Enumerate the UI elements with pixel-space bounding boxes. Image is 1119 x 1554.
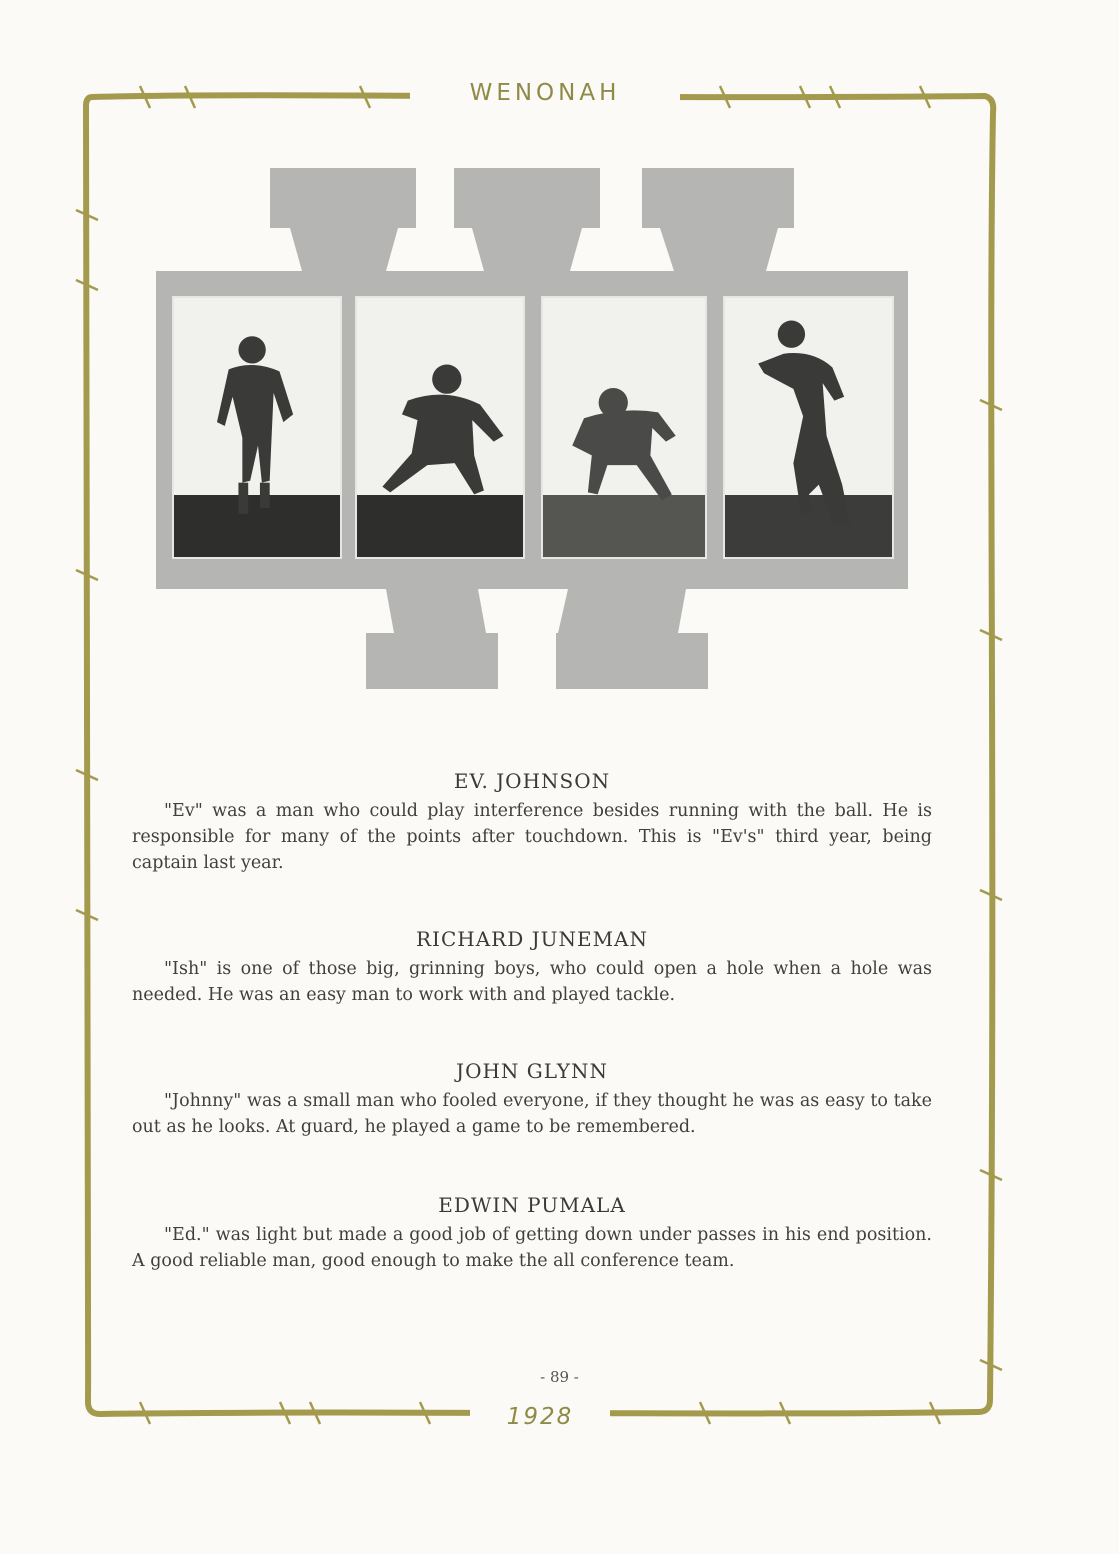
photo-player-3 — [541, 296, 707, 559]
header-title: WENONAH — [410, 78, 680, 108]
player-entry — [132, 768, 932, 876]
player-figure-icon — [174, 298, 340, 557]
player-figure-icon — [357, 298, 523, 557]
player-name: RICHARD JUNEMAN — [416, 927, 648, 951]
player-entry — [132, 1058, 932, 1140]
footer-year: 1928 — [470, 1402, 610, 1432]
player-name: JOHN GLYNN — [456, 1059, 608, 1083]
player-figure-icon — [725, 298, 892, 557]
player-description: "Ed." was light but made a good job of getting down under passes in his end position. A good reliable man, good enough to make the all conference team. — [132, 1225, 932, 1271]
player-figure-icon — [543, 298, 705, 557]
page-number: - 89 - — [540, 1368, 579, 1386]
player-entry — [132, 1192, 932, 1274]
photo-player-2 — [355, 296, 525, 559]
player-description: "Johnny" was a small man who fooled everyone, if they thought he was as easy to take out as he looks. At guard, he played a game to be remembered. — [132, 1091, 932, 1137]
player-name: EDWIN PUMALA — [438, 1193, 626, 1217]
player-entry — [132, 926, 932, 1008]
photo-player-1 — [172, 296, 342, 559]
player-name: EV. JOHNSON — [453, 769, 611, 793]
photo-player-4 — [723, 296, 894, 559]
player-description: "Ish" is one of those big, grinning boys, who could open a hole when a hole was needed. He was an easy man to work with and played tackle. — [132, 959, 932, 1005]
player-description: "Ev" was a man who could play interference besides running with the ball. He is responsible for many of the points after touchdown. This is "Ev's" third year, being captain last year. — [132, 801, 932, 873]
